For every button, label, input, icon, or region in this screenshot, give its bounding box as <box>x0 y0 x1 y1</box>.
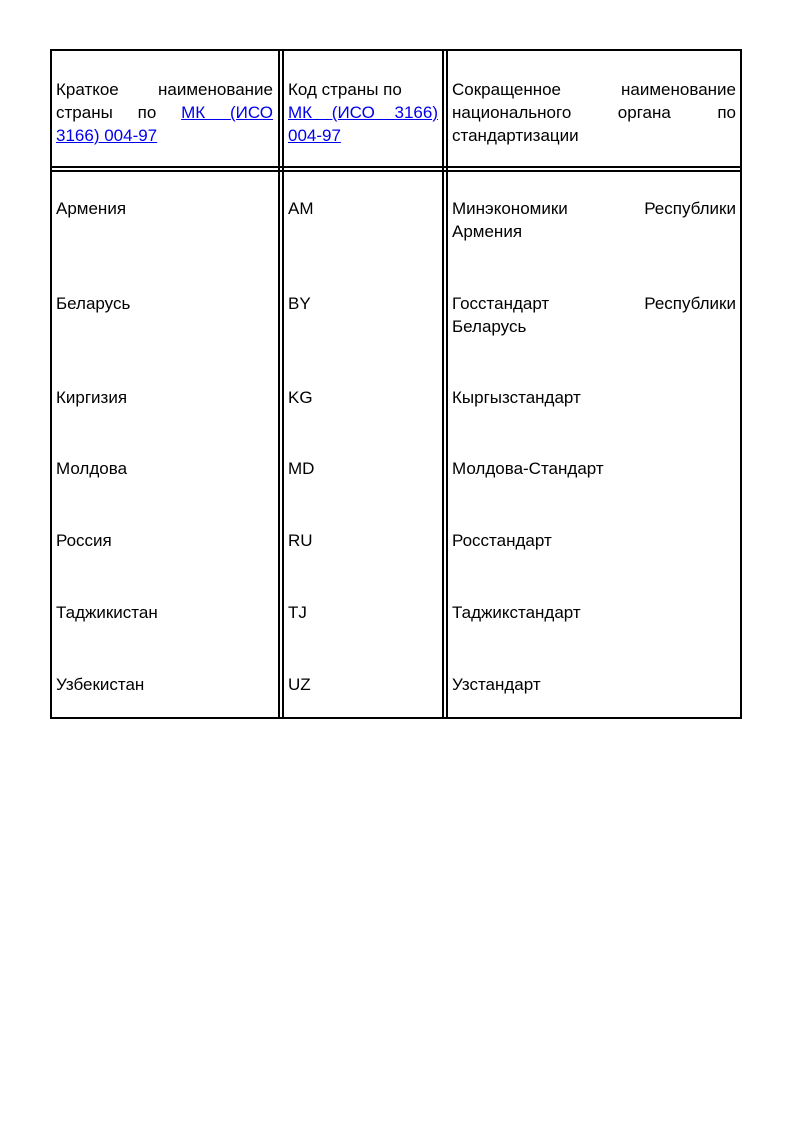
header-cell-country-code <box>282 49 444 166</box>
table-row-code <box>282 574 444 646</box>
column-divider <box>282 49 284 719</box>
country-code: BY <box>288 294 311 313</box>
table-row-org <box>446 264 742 359</box>
header-country-prefix: страны по <box>56 103 157 122</box>
header-org-line2: национального органа по <box>452 103 736 122</box>
header-divider <box>50 166 742 168</box>
header-country-line1: Краткое наименование <box>56 80 273 99</box>
country-code: AM <box>288 199 314 218</box>
table-row-org <box>446 430 742 502</box>
table-row-code <box>282 502 444 574</box>
header-country-line2 <box>56 101 273 124</box>
country-code: RU <box>288 531 313 550</box>
table-row-country <box>50 574 279 646</box>
table-row-code <box>282 169 444 264</box>
table-border-left <box>50 49 52 719</box>
table-border-bottom <box>50 717 742 719</box>
table-row-country <box>50 264 279 359</box>
header-cell-country-name <box>50 49 279 166</box>
mk-iso-link-part2[interactable]: 3166) 004-97 <box>56 126 158 145</box>
country-name: Беларусь <box>56 294 131 313</box>
mk-iso-code-link-part1[interactable]: МК (ИСО 3166) <box>288 103 438 122</box>
country-name: Россия <box>56 531 112 550</box>
table-row-country <box>50 646 279 719</box>
country-code: UZ <box>288 675 311 694</box>
org-name-line1: Таджикстандарт <box>452 603 581 622</box>
header-code-line1: Код страны по <box>288 80 402 99</box>
country-name: Узбекистан <box>56 675 145 694</box>
country-code: KG <box>288 388 313 407</box>
country-code: MD <box>288 459 315 478</box>
mk-iso-link-part1[interactable]: МК (ИСО <box>181 103 273 122</box>
header-cell-org-name <box>446 49 742 166</box>
column-divider <box>278 49 280 719</box>
country-name: Молдова <box>56 459 128 478</box>
header-org-line3: стандартизации <box>452 126 579 145</box>
org-name-line2: Беларусь <box>452 317 527 336</box>
standards-table <box>50 49 742 719</box>
table-row-org <box>446 359 742 430</box>
table-row-org <box>446 646 742 719</box>
table-row-country <box>50 430 279 502</box>
header-code-line2 <box>288 101 438 124</box>
country-name: Киргизия <box>56 388 128 407</box>
header-divider <box>50 170 742 172</box>
org-name-line1: Минэкономики Республики <box>452 199 736 218</box>
column-divider <box>442 49 444 719</box>
org-name-line1: Узстандарт <box>452 675 541 694</box>
header-org-line1: Сокращенное наименование <box>452 80 736 99</box>
table-border-right <box>740 49 742 719</box>
org-name-line2: Армения <box>452 222 523 241</box>
mk-iso-code-link-part2[interactable]: 004-97 <box>288 126 341 145</box>
column-divider <box>446 49 448 719</box>
table-row-org <box>446 574 742 646</box>
table-row-code <box>282 264 444 359</box>
country-name: Таджикистан <box>56 603 158 622</box>
header-country-line3 <box>56 124 273 147</box>
table-row-country <box>50 169 279 264</box>
table-row-code <box>282 430 444 502</box>
table-row-org <box>446 502 742 574</box>
country-code: TJ <box>288 603 307 622</box>
table-row-country <box>50 359 279 430</box>
table-row-code <box>282 359 444 430</box>
country-name: Армения <box>56 199 127 218</box>
org-name-line1: Росстандарт <box>452 531 552 550</box>
org-name-line1: Кыргызстандарт <box>452 388 581 407</box>
header-code-line3 <box>288 124 438 147</box>
org-name-line1: Молдова-Стандарт <box>452 459 604 478</box>
table-row-code <box>282 646 444 719</box>
table-row-org <box>446 169 742 264</box>
org-name-line1: Госстандарт Республики <box>452 294 736 313</box>
table-border-top <box>50 49 742 51</box>
table-row-country <box>50 502 279 574</box>
